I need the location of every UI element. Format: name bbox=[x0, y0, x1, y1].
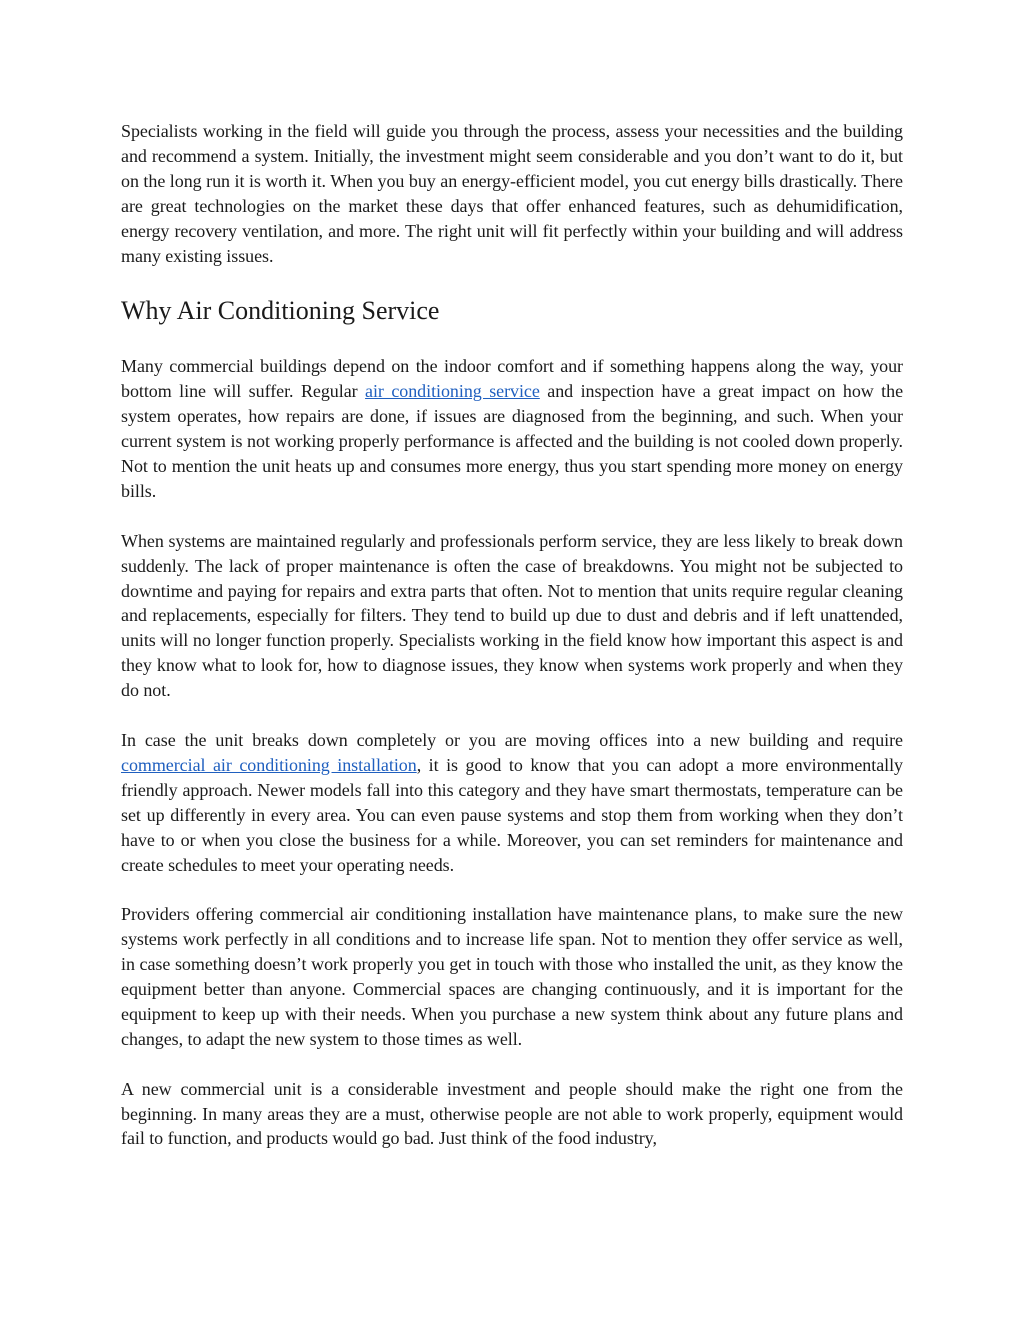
section-heading: Why Air Conditioning Service bbox=[121, 296, 440, 326]
paragraph-investment: A new commercial unit is a considerable investment and people should make the right one from the beginning. In many areas they are a must, otherwise people are not able to work properly, equipment would fail to function, and products would go bad. Just think of the food industry, bbox=[121, 1078, 903, 1149]
intro-paragraph: Specialists working in the field will guide you through the process, assess your necessities and the building and recommend a system. Initially, the investment might seem considerable and you don’t want to do it, but on the long run it is worth it. When you buy an energy-efficient model, you cut energy bills drastically. There are great technologies on the market these days that offer enhanced features, such as dehumidification, energy recovery ventilation, and more. The right unit will fit perfectly within your building and will address many existing issues. bbox=[121, 121, 903, 266]
paragraph-service-text-end: and inspection have a great impact on how the system operates, how repairs are done, if issues are diagnosed from the beginning, and such. When your current system is not working properly performance is affected and the building is not cooled down properly. Not to mention the unit heats up and consumes more energy, thus you start spending more money on energy bills. bbox=[121, 381, 904, 501]
paragraph-service-text-start: Many commercial buildings depend on the indoor comfort and if something happens along the way, your bottom line will suffer. Regular bbox=[121, 356, 903, 402]
paragraph-installation-text-start: In case the unit breaks down completely or you are moving offices into a new building and require bbox=[121, 730, 903, 750]
paragraph-installation-text-end: , it is good to know that you can adopt a more environmentally friendly approach. Newer models fall into this category and they have smart thermostats, temperature can be set up differently in every area. You can even pause systems and stop them from working when they don’t have to or when you close the business for a while. Moreover, you can set reminders for maintenance and create schedules to meet your operating needs. bbox=[121, 754, 903, 875]
document-page bbox=[121, 119, 903, 1151]
paragraph-providers: Providers offering commercial air conditioning installation have maintenance plans, to make sure the new systems work perfectly in all conditions and to increase life span. Not to mention they offer service as well, in case something doesn’t work properly you get in touch with those who installed the unit, as they know the equipment better than anyone. Commercial spaces are changing continuously, and it is important for the equipment to keep up with their needs. When you purchase a new system think about any future plans and changes, to adapt the new system to those times as well. bbox=[121, 904, 903, 1049]
paragraph-service bbox=[121, 354, 903, 503]
paragraph-investment-wrap bbox=[121, 1077, 903, 1152]
commercial-installation-link[interactable]: commercial air conditioning installation bbox=[121, 754, 417, 775]
paragraph-maintenance: When systems are maintained regularly and professionals perform service, they are less likely to break down suddenly. The lack of proper maintenance is often the case of breakdowns. You might not be subjected to downtime and paying for repairs and extra parts that often. Not to mention that units require regular cleaning and replacements, especially for filters. They tend to build up due to dust and debris and if left unattended, units will no longer function properly. Specialists working in the field know how important this aspect is and they know what to look for, how to diagnose issues, they know when systems work properly and when they do not. bbox=[121, 530, 903, 701]
paragraph-installation bbox=[121, 728, 903, 877]
section-heading-wrap bbox=[121, 296, 903, 326]
air-conditioning-service-link[interactable]: air conditioning service bbox=[365, 381, 540, 402]
